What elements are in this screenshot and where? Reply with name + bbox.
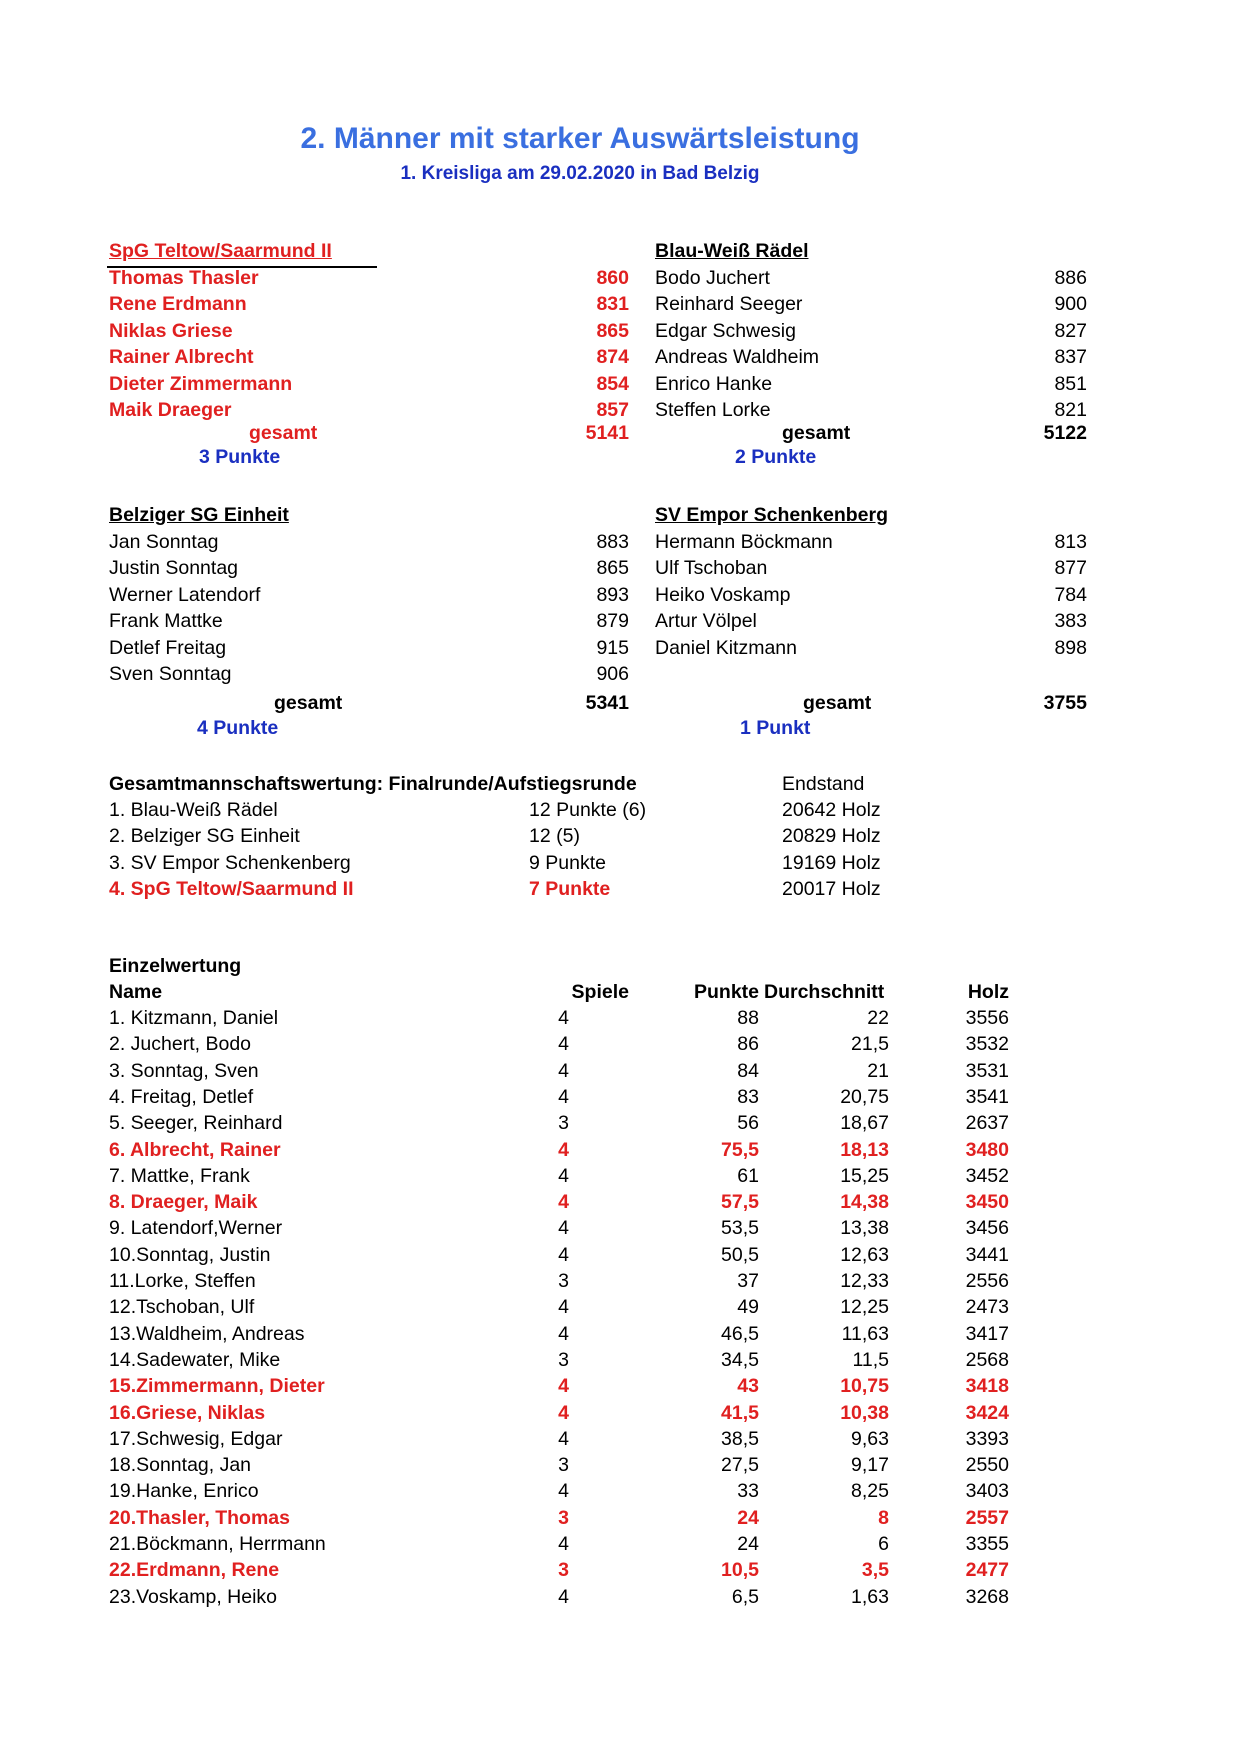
team-name: Belziger SG Einheit: [109, 504, 289, 526]
ranking-row: [109, 1585, 1009, 1610]
player-score: 827: [1054, 319, 1087, 342]
standings-holz: 19169 Holz: [782, 851, 881, 874]
player-row: [655, 399, 1097, 423]
ranking-name: 20.Thasler, Thomas: [109, 1506, 290, 1529]
ranking-spiele: 4: [558, 1217, 569, 1240]
standings-holz: 20017 Holz: [782, 877, 881, 900]
team-points: 1 Punkt: [740, 717, 811, 739]
player-name: Maik Draeger: [109, 399, 232, 421]
player-row: [655, 373, 1097, 397]
player-score: 857: [596, 399, 629, 421]
ranking-row: [109, 1401, 1009, 1426]
player-name: Heiko Voskamp: [655, 583, 791, 606]
player-row: [655, 293, 1097, 317]
ranking-holz: 3452: [965, 1164, 1009, 1187]
player-score: 915: [596, 636, 629, 659]
ranking-spiele: 4: [558, 1059, 569, 1082]
ranking-name: 1. Kitzmann, Daniel: [109, 1007, 279, 1029]
ranking-holz: 3480: [965, 1138, 1009, 1161]
player-name: Rainer Albrecht: [109, 346, 254, 369]
header-spiele: Spiele: [571, 981, 629, 1003]
player-name: Reinhard Seeger: [655, 293, 803, 316]
ranking-row: [109, 1217, 1009, 1241]
ranking-holz: 3424: [965, 1401, 1009, 1424]
player-score: 900: [1054, 293, 1087, 316]
ranking-holz: 2637: [965, 1112, 1009, 1135]
ranking-durchschnitt: 20,75: [840, 1085, 889, 1108]
ranking-holz: 3532: [965, 1033, 1009, 1056]
player-name: Enrico Hanke: [655, 372, 773, 395]
ranking-row: [109, 1164, 1009, 1189]
player-score: 813: [1054, 531, 1087, 553]
player-score: 831: [596, 293, 629, 316]
player-row: [109, 320, 639, 344]
standings-row: [109, 878, 1009, 902]
page-title: 2. Männer mit starker Auswärtsleistung: [300, 122, 860, 155]
player-score: 893: [596, 583, 629, 606]
total-label: gesamt: [782, 422, 851, 444]
ranking-spiele: 3: [558, 1112, 569, 1135]
individual-ranking-header: [109, 981, 1009, 1005]
ranking-durchschnitt: 13,38: [840, 1217, 889, 1240]
ranking-durchschnitt: 15,25: [840, 1164, 889, 1187]
player-row: [109, 346, 639, 370]
ranking-spiele: 4: [558, 1085, 569, 1108]
ranking-name: 7. Mattke, Frank: [109, 1164, 250, 1187]
player-row: [109, 373, 639, 397]
ranking-durchschnitt: 12,25: [840, 1296, 889, 1319]
ranking-name: 17.Schwesig, Edgar: [109, 1427, 283, 1450]
player-row: [109, 584, 639, 608]
ranking-punkte: 84: [737, 1059, 759, 1082]
ranking-row: [109, 1270, 1009, 1294]
ranking-name: 10.Sonntag, Justin: [109, 1243, 271, 1266]
header-name: Name: [109, 981, 163, 1003]
player-name: Rene Erdmann: [109, 293, 247, 316]
player-row: [109, 610, 639, 634]
player-row: [655, 267, 1097, 291]
team-points: 3 Punkte: [199, 446, 281, 468]
player-name: Artur Völpel: [655, 610, 757, 633]
team-block: [109, 504, 639, 743]
standings-team: 2. Belziger SG Einheit: [109, 825, 300, 848]
ranking-durchschnitt: 12,63: [840, 1243, 889, 1266]
ranking-spiele: 3: [558, 1559, 569, 1582]
ranking-punkte: 75,5: [721, 1138, 759, 1161]
ranking-spiele: 3: [558, 1348, 569, 1371]
ranking-punkte: 49: [737, 1296, 759, 1319]
player-name: Daniel Kitzmann: [655, 636, 797, 659]
player-score: 837: [1054, 346, 1087, 369]
standings-row: [109, 799, 1009, 823]
ranking-spiele: 4: [558, 1480, 569, 1503]
ranking-punkte: 83: [737, 1085, 759, 1108]
player-row: [109, 557, 639, 581]
ranking-spiele: 4: [558, 1138, 569, 1161]
standings-heading: Gesamtmannschaftswertung: Finalrunde/Aufstiegsrunde: [109, 773, 637, 795]
ranking-punkte: 56: [737, 1112, 759, 1135]
player-score: 854: [596, 372, 629, 395]
ranking-durchschnitt: 11,5: [852, 1348, 889, 1371]
ranking-durchschnitt: 22: [867, 1007, 889, 1029]
header-punkte: Punkte: [693, 981, 759, 1003]
ranking-punkte: 10,5: [721, 1559, 759, 1582]
ranking-punkte: 57,5: [721, 1191, 759, 1214]
team-points: 2 Punkte: [735, 446, 817, 468]
standings-row: [109, 852, 1009, 876]
player-row: [109, 293, 639, 317]
ranking-durchschnitt: 8: [878, 1506, 889, 1529]
ranking-name: 11.Lorke, Steffen: [109, 1270, 256, 1292]
ranking-spiele: 4: [558, 1164, 569, 1187]
ranking-punkte: 86: [737, 1033, 759, 1056]
player-row: [655, 637, 1097, 661]
ranking-name: 8. Draeger, Maik: [109, 1191, 258, 1214]
player-row: [109, 637, 639, 661]
ranking-row: [109, 1375, 1009, 1399]
player-score: 860: [596, 267, 629, 289]
ranking-punkte: 50,5: [721, 1243, 759, 1266]
ranking-name: 3. Sonntag, Sven: [109, 1059, 259, 1082]
ranking-durchschnitt: 18,67: [840, 1112, 889, 1135]
player-name: Frank Mattke: [109, 610, 223, 633]
player-name: Justin Sonntag: [109, 557, 239, 580]
player-name: Edgar Schwesig: [655, 319, 796, 342]
ranking-punkte: 53,5: [721, 1217, 759, 1240]
page-subtitle: 1. Kreisliga am 29.02.2020 in Bad Belzig: [400, 163, 760, 184]
ranking-durchschnitt: 12,33: [840, 1270, 889, 1292]
player-score: 886: [1054, 267, 1087, 289]
ranking-name: 9. Latendorf,Werner: [109, 1217, 283, 1240]
ranking-punkte: 37: [737, 1270, 759, 1292]
player-row: [109, 267, 639, 291]
ranking-row: [109, 1533, 1009, 1557]
individual-ranking-title: Einzelwertung: [109, 955, 242, 977]
ranking-punkte: 24: [737, 1533, 759, 1555]
ranking-punkte: 6,5: [731, 1585, 759, 1608]
team-name: SV Empor Schenkenberg: [655, 504, 888, 526]
ranking-spiele: 4: [558, 1296, 569, 1319]
player-name: Thomas Thasler: [109, 267, 259, 289]
player-score: 906: [596, 663, 629, 685]
ranking-spiele: 3: [558, 1454, 569, 1477]
ranking-row: [109, 1454, 1009, 1478]
team-points: 4 Punkte: [197, 717, 279, 739]
standings-points: 12 (5): [529, 825, 580, 848]
player-score: 883: [596, 531, 629, 553]
team-name: SpG Teltow/Saarmund II: [109, 240, 332, 262]
ranking-durchschnitt: 1,63: [851, 1585, 889, 1608]
ranking-holz: 2568: [965, 1348, 1009, 1371]
ranking-spiele: 4: [558, 1322, 569, 1345]
ranking-holz: 3393: [965, 1427, 1009, 1450]
player-score: 898: [1054, 636, 1087, 659]
total-value: 3755: [1043, 692, 1087, 714]
ranking-punkte: 88: [737, 1007, 759, 1029]
standings-team: 1. Blau-Weiß Rädel: [109, 799, 278, 821]
ranking-spiele: 4: [558, 1533, 569, 1555]
standings-holz: 20642 Holz: [782, 799, 881, 821]
standings-holz: 20829 Holz: [782, 825, 881, 848]
ranking-spiele: 4: [558, 1427, 569, 1450]
header-holz: Holz: [967, 981, 1009, 1003]
player-score: 865: [596, 557, 629, 580]
player-name: Ulf Tschoban: [655, 557, 768, 580]
ranking-name: 6. Albrecht, Rainer: [109, 1138, 281, 1161]
ranking-row: [109, 1059, 1009, 1084]
ranking-durchschnitt: 8,25: [851, 1480, 889, 1503]
ranking-spiele: 4: [558, 1007, 569, 1029]
total-value: 5141: [585, 422, 629, 444]
player-score: 784: [1054, 583, 1087, 606]
player-row: [109, 663, 639, 687]
ranking-durchschnitt: 11,63: [841, 1322, 889, 1345]
ranking-name: 16.Griese, Niklas: [109, 1401, 266, 1424]
player-name: Niklas Griese: [109, 319, 233, 342]
ranking-row: [109, 1348, 1009, 1373]
individual-ranking: [109, 955, 1009, 1625]
ranking-holz: 3441: [965, 1243, 1009, 1266]
ranking-row: [109, 1112, 1009, 1136]
ranking-holz: 2477: [965, 1559, 1009, 1582]
player-score: 865: [596, 319, 629, 342]
standings-team: 3. SV Empor Schenkenberg: [109, 851, 351, 874]
ranking-name: 19.Hanke, Enrico: [109, 1480, 259, 1503]
ranking-punkte: 41,5: [721, 1401, 759, 1424]
ranking-spiele: 4: [558, 1375, 569, 1398]
standings-points: 7 Punkte: [529, 877, 611, 900]
ranking-durchschnitt: 21,5: [851, 1033, 889, 1056]
ranking-row: [109, 1296, 1009, 1320]
ranking-spiele: 3: [558, 1270, 569, 1292]
ranking-durchschnitt: 10,38: [840, 1401, 889, 1424]
ranking-holz: 3450: [965, 1191, 1009, 1214]
ranking-holz: 3417: [965, 1322, 1009, 1345]
ranking-punkte: 27,5: [721, 1454, 759, 1477]
ranking-holz: 3556: [965, 1007, 1009, 1029]
total-label: gesamt: [274, 692, 343, 714]
ranking-durchschnitt: 10,75: [840, 1375, 889, 1398]
ranking-row: [109, 1427, 1009, 1452]
player-score: 383: [1054, 610, 1087, 633]
ranking-spiele: 4: [558, 1033, 569, 1056]
ranking-name: 12.Tschoban, Ulf: [109, 1296, 255, 1319]
player-name: Hermann Böckmann: [655, 531, 833, 553]
ranking-durchschnitt: 9,63: [851, 1427, 889, 1450]
player-row: [109, 399, 639, 423]
ranking-row: [109, 1007, 1009, 1031]
header-durchschnitt: Durchschnitt: [764, 981, 885, 1003]
player-row: [655, 320, 1097, 344]
player-name: Andreas Waldheim: [655, 346, 820, 369]
ranking-holz: 3541: [965, 1085, 1009, 1108]
player-row: [655, 610, 1097, 634]
ranking-name: 14.Sadewater, Mike: [109, 1348, 281, 1371]
player-row: [655, 346, 1097, 370]
ranking-name: 22.Erdmann, Rene: [109, 1559, 280, 1582]
ranking-durchschnitt: 18,13: [840, 1138, 889, 1161]
ranking-name: 2. Juchert, Bodo: [109, 1033, 252, 1056]
player-row: [655, 531, 1097, 555]
total-value: 5122: [1043, 422, 1087, 444]
player-name: Jan Sonntag: [109, 531, 219, 553]
total-label: gesamt: [803, 692, 872, 714]
ranking-holz: 3268: [965, 1585, 1009, 1608]
ranking-holz: 3456: [965, 1217, 1009, 1240]
player-row: [109, 531, 639, 555]
ranking-row: [109, 1033, 1009, 1057]
standings-row: [109, 825, 1009, 849]
ranking-durchschnitt: 14,38: [840, 1191, 889, 1214]
total-value: 5341: [585, 692, 629, 714]
ranking-punkte: 34,5: [721, 1348, 759, 1371]
ranking-row: [109, 1506, 1009, 1531]
player-score: 874: [596, 346, 629, 369]
player-name: Bodo Juchert: [655, 267, 770, 289]
ranking-name: 15.Zimmermann, Dieter: [109, 1375, 325, 1398]
ranking-spiele: 4: [558, 1585, 569, 1608]
ranking-punkte: 24: [737, 1506, 759, 1529]
ranking-name: 21.Böckmann, Herrmann: [109, 1533, 326, 1555]
ranking-durchschnitt: 9,17: [851, 1454, 889, 1477]
ranking-row: [109, 1559, 1009, 1583]
standings-team: 4. SpG Teltow/Saarmund II: [109, 877, 354, 900]
overall-team-standings: [109, 773, 1009, 913]
endstand-label: Endstand: [782, 773, 865, 795]
player-score: 879: [596, 610, 629, 633]
ranking-holz: 3403: [965, 1480, 1009, 1503]
ranking-holz: 3531: [965, 1059, 1009, 1082]
player-row: [655, 557, 1097, 581]
ranking-name: 23.Voskamp, Heiko: [109, 1585, 278, 1608]
player-name: Steffen Lorke: [655, 399, 771, 421]
ranking-punkte: 46,5: [721, 1322, 759, 1345]
ranking-row: [109, 1480, 1009, 1504]
ranking-spiele: 3: [558, 1506, 569, 1529]
team-block: [655, 504, 1097, 743]
ranking-spiele: 4: [558, 1191, 569, 1214]
ranking-punkte: 33: [737, 1480, 759, 1503]
ranking-holz: 2473: [965, 1296, 1009, 1319]
player-name: Dieter Zimmermann: [109, 372, 293, 395]
ranking-durchschnitt: 6: [878, 1533, 889, 1555]
ranking-name: 18.Sonntag, Jan: [109, 1454, 252, 1477]
ranking-holz: 2557: [965, 1506, 1009, 1529]
standings-points: 9 Punkte: [529, 851, 606, 874]
player-name: Werner Latendorf: [109, 583, 261, 606]
player-score: 821: [1054, 399, 1087, 421]
ranking-name: 13.Waldheim, Andreas: [109, 1322, 305, 1345]
ranking-holz: 3418: [965, 1375, 1009, 1398]
ranking-name: 5. Seeger, Reinhard: [109, 1112, 283, 1135]
ranking-holz: 3355: [965, 1533, 1009, 1555]
ranking-spiele: 4: [558, 1401, 569, 1424]
ranking-row: [109, 1138, 1009, 1163]
ranking-row: [109, 1191, 1009, 1215]
ranking-punkte: 61: [737, 1164, 759, 1187]
team-name: Blau-Weiß Rädel: [655, 240, 809, 262]
team-block: [109, 240, 639, 472]
ranking-punkte: 43: [737, 1375, 759, 1398]
player-name: Sven Sonntag: [109, 663, 232, 685]
player-name: Detlef Freitag: [109, 636, 227, 659]
team-block: [655, 240, 1097, 472]
ranking-holz: 2550: [965, 1454, 1009, 1477]
ranking-row: [109, 1085, 1009, 1110]
ranking-row: [109, 1243, 1009, 1268]
ranking-holz: 2556: [965, 1270, 1009, 1292]
ranking-durchschnitt: 3,5: [861, 1559, 889, 1582]
standings-points: 12 Punkte (6): [529, 799, 647, 821]
ranking-name: 4. Freitag, Detlef: [109, 1085, 254, 1108]
player-row: [655, 584, 1097, 608]
total-label: gesamt: [249, 422, 318, 444]
ranking-durchschnitt: 21: [867, 1059, 889, 1082]
player-score: 851: [1054, 372, 1087, 395]
ranking-punkte: 38,5: [721, 1427, 759, 1450]
ranking-row: [109, 1322, 1009, 1347]
player-score: 877: [1054, 557, 1087, 580]
ranking-spiele: 4: [558, 1243, 569, 1266]
